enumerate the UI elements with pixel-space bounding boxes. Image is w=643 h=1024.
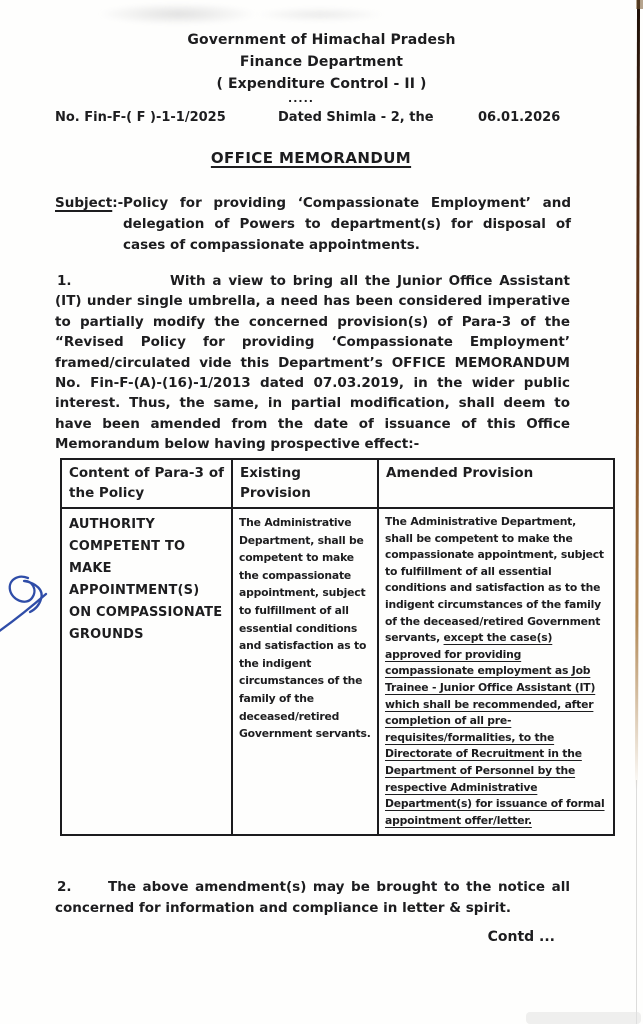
department-name: Finance Department — [239, 54, 404, 70]
signature-stroke — [0, 594, 46, 632]
table-header-row — [61, 459, 614, 508]
column-header-amended-provision: Amended Provision — [378, 459, 614, 508]
paragraph-1-number: 1. — [57, 273, 72, 289]
scan-edge-line-faint — [636, 780, 638, 1024]
subject-label — [55, 193, 123, 214]
scan-smudge-artifact — [255, 7, 385, 22]
government-name: Government of Himachal Pradesh — [187, 32, 456, 48]
subject-text: Policy for providing ‘Compassionate Employment’ and delegation of Powers to department(s) for disposal of cases of compassionate appointments. — [123, 195, 571, 253]
table-row — [61, 508, 614, 835]
column-header-policy-content: Content of Para-3 of the Policy — [61, 459, 232, 508]
place-dateline: Dated Shimla - 2, the — [278, 110, 434, 125]
signature-loop — [10, 577, 42, 612]
cell-amended-provision — [378, 508, 614, 835]
scan-smudge-artifact — [98, 3, 258, 25]
column-header-existing-provision: Existing Provision — [232, 459, 378, 508]
paragraph-1-text: With a view to bring all the Junior Office Assistant (IT) under single umbrella, a need has been considered imperative to partially modify the concerned provision(s) of Para-3 of the “Revised Policy for providing ‘Compassionate Employment’ framed/circulated vide this Department’s OFFICE MEMORANDUM No. Fin-F-(A)-(16)-1/2013 dated 07.03.2019, in the wider public interest. Thus, the same, in partial modification, shall deem to have been amended from the date of issuance of this Office Memorandum below having prospective effect:- — [55, 273, 570, 453]
scan-corner-artifact — [636, 0, 643, 9]
cell-policy-content: AUTHORITY COMPETENT TO MAKE APPOINTMENT(S) ON COMPASSIONATE GROUNDS — [61, 508, 232, 835]
signature-mark — [0, 566, 54, 642]
paragraph-2-number: 2. — [57, 879, 72, 895]
paragraph-2-text: The above amendment(s) may be brought to the notice all concerned for information and compliance in letter & spirit. — [55, 879, 570, 916]
subject-label-word: Subject — [55, 195, 113, 211]
continuation-note: Contd ... — [487, 929, 555, 945]
cell-existing-provision: The Administrative Department, shall be competent to make the compassionate appointment, subject to fulfillment of all essential conditions and satisfaction as to the indigent circumstances of the family of the deceased/retired Government servants. — [232, 508, 378, 835]
scan-edge-line — [634, 0, 639, 790]
issue-date: 06.01.2026 — [478, 110, 561, 125]
document-title: OFFICE MEMORANDUM — [210, 149, 412, 167]
scan-corner-artifact — [526, 1012, 641, 1024]
branch-name: ( Expenditure Control - II ) — [216, 76, 427, 92]
amendment-table — [60, 458, 615, 836]
separator-dots: ..... — [288, 92, 314, 105]
amended-provision-normal: The Administrative Department, shall be competent to make the compassionate appointment, subject to fulfillment of all essential conditions and satisfaction as to the indigent circumstances of the family of the deceased/retired Government servants, — [385, 515, 604, 645]
letterhead — [0, 29, 643, 95]
amended-provision-underlined: except the case(s) approved for providing compassionate employment as Job Trainee - Junior Office Assistant (IT) which shall be recommended, after completion of all pre-requisites/formalities, to the Directorate of Recruitment in the Department of Personnel by the respective Administrative Department(s) for issuance of formal appointment offer/letter. — [385, 631, 605, 827]
subject-label-punct: :- — [112, 195, 124, 211]
reference-number: No. Fin-F-( F )-1-1/2025 — [55, 110, 226, 125]
